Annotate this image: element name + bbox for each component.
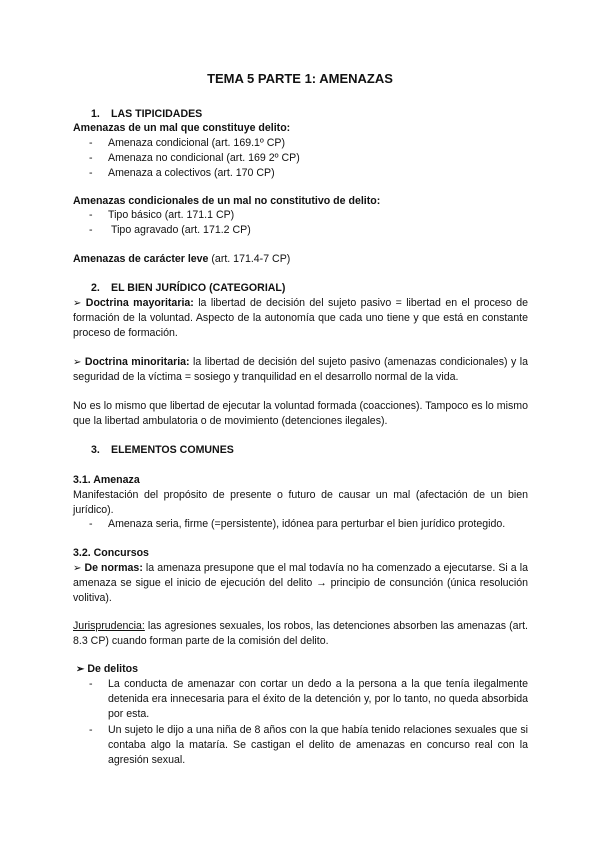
paragraph-concurso-normas: ➢ De normas: la amenaza presupone que el mal todavía no ha comenzado a ejecutarse. Si a la amenaza se sigue el inicio de ejecución del delito → principio de consunción (única resolución volitiva). [73, 562, 528, 604]
section-1-subheading-2: Amenazas condicionales de un mal no constitutivo de delito: [73, 195, 381, 207]
list-1 [73, 136, 528, 181]
section-2-heading: 2. EL BIEN JURÍDICO (CATEGORIAL) [91, 282, 286, 294]
list-item: - Amenaza condicional (art. 169.1º CP) [89, 137, 285, 149]
paragraph-no-es-lo-mismo: No es lo mismo que libertad de ejecutar la voluntad formada (coacciones). Tampoco es lo mismo que la libertad ambulatoria o de movimiento (detenciones ilegales). [73, 400, 528, 427]
section-1-subheading-1: Amenazas de un mal que constituye delito: [73, 122, 291, 134]
list-item: - Tipo básico (art. 171.1 CP) [89, 209, 235, 221]
list-item: - Amenaza a colectivos (art. 170 CP) [89, 167, 275, 179]
paragraph-doctrina-minoritaria: ➢ Doctrina minoritaria: la libertad de decisión del sujeto pasivo (amenazas condicionales) y la seguridad de la víctima = sosiego y tranquilidad en el desarrollo normal de la vida. [73, 356, 528, 383]
list-item: - Amenaza seria, firme (=persistente), idónea para perturbar el bien jurídico protegido. [89, 518, 506, 530]
list-2 [73, 208, 528, 238]
list-item: - Un sujeto le dijo a una niña de 8 años con la que había tenido relaciones sexuales que si contaba algo la mataría. Se castigan el delito de amenazas en concurso real con la agresión sexual. [89, 724, 528, 766]
subsection-concursos-heading: 3.2. Concursos [73, 547, 149, 559]
paragraph-amenaza: Manifestación del propósito de presente o futuro de causar un mal (afectación de un bien jurídico). [73, 489, 528, 516]
list-item: - La conducta de amenazar con cortar un dedo a la persona a la que tenía ilegalmente detenida era innecesaria para el éxito de la detención y, por lo tanto, no queda absorbida por esta. [89, 678, 528, 720]
subsection-amenaza-heading: 3.1. Amenaza [73, 474, 140, 486]
section-1-heading: 1. LAS TIPICIDADES [91, 108, 203, 120]
paragraph-jurisprudencia: Jurisprudencia: las agresiones sexuales, los robos, las detenciones absorben las amenazas (art. 8.3 CP) cuando forman parte de la comisión del delito. [73, 620, 528, 647]
list-item: - Amenaza no condicional (art. 169 2º CP) [89, 152, 300, 164]
amenazas-leves: Amenazas de carácter leve (art. 171.4-7 CP) [73, 253, 291, 265]
page-title: TEMA 5 PARTE 1: AMENAZAS [207, 71, 393, 86]
list-delitos [73, 677, 528, 768]
list-item: - Tipo agravado (art. 171.2 CP) [89, 224, 251, 236]
concurso-delitos-heading: ➢ De delitos [76, 663, 138, 675]
paragraph-doctrina-mayoritaria: ➢ Doctrina mayoritaria: la libertad de decisión del sujeto pasivo = libertad en el proceso de formación de la voluntad. Aspecto de la autonomía que cada uno tiene y que está en constante proceso de formación. [73, 297, 529, 339]
section-3-heading: 3. ELEMENTOS COMUNES [91, 444, 234, 456]
list-amenaza [73, 517, 528, 532]
